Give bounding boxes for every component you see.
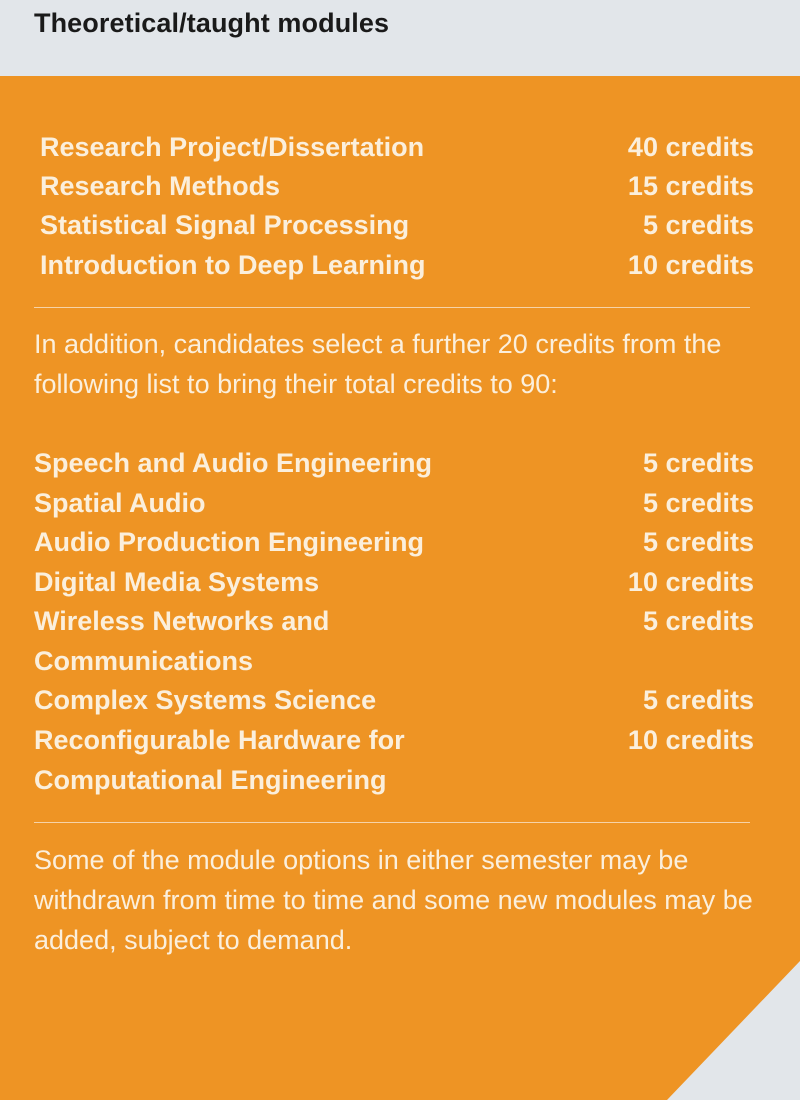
module-credits: 5 credits xyxy=(642,685,754,715)
section-title: Theoretical/taught modules xyxy=(34,8,390,38)
optional-module-row xyxy=(34,720,754,800)
module-name: Audio Production Engineering xyxy=(34,527,424,557)
module-credits: 10 credits xyxy=(627,725,754,755)
module-name: Spatial Audio xyxy=(34,488,206,518)
optional-module-row xyxy=(34,680,754,720)
optional-module-row xyxy=(34,483,754,523)
header-bar xyxy=(0,0,800,76)
core-module-row xyxy=(40,205,754,245)
divider xyxy=(34,822,750,823)
core-module-row xyxy=(40,245,754,285)
module-credits: 5 credits xyxy=(642,606,754,636)
core-module-row xyxy=(40,166,754,206)
module-credits: 5 credits xyxy=(642,488,754,518)
module-name: Digital Media Systems xyxy=(34,567,320,597)
optional-module-row xyxy=(34,443,754,483)
module-name: Reconfigurable Hardware for Computational Engineering xyxy=(34,725,405,795)
module-name: Complex Systems Science xyxy=(34,685,377,715)
optional-module-row xyxy=(34,562,754,602)
module-name: Introduction to Deep Learning xyxy=(40,250,426,280)
module-credits: 5 credits xyxy=(642,448,754,478)
module-credits: 10 credits xyxy=(627,250,754,280)
module-credits: 10 credits xyxy=(627,567,754,597)
module-name: Research Methods xyxy=(40,171,281,201)
selection-note: In addition, candidates select a further 20 credits from the following list to bring their total credits to 90: xyxy=(34,329,722,399)
module-credits: 5 credits xyxy=(642,210,754,240)
module-name: Wireless Networks and Communications xyxy=(34,606,330,676)
module-name: Statistical Signal Processing xyxy=(40,210,410,240)
optional-module-row xyxy=(34,601,754,681)
optional-module-row xyxy=(34,522,754,562)
module-name: Speech and Audio Engineering xyxy=(34,448,433,478)
footer-note: Some of the module options in either semester may be withdrawn from time to time and some new modules may be added, subject to demand. xyxy=(34,845,753,955)
module-credits: 40 credits xyxy=(627,132,754,162)
module-credits: 15 credits xyxy=(627,171,754,201)
core-module-row xyxy=(40,127,754,167)
module-credits: 5 credits xyxy=(642,527,754,557)
module-name: Research Project/Dissertation xyxy=(40,132,425,162)
divider xyxy=(34,307,750,308)
